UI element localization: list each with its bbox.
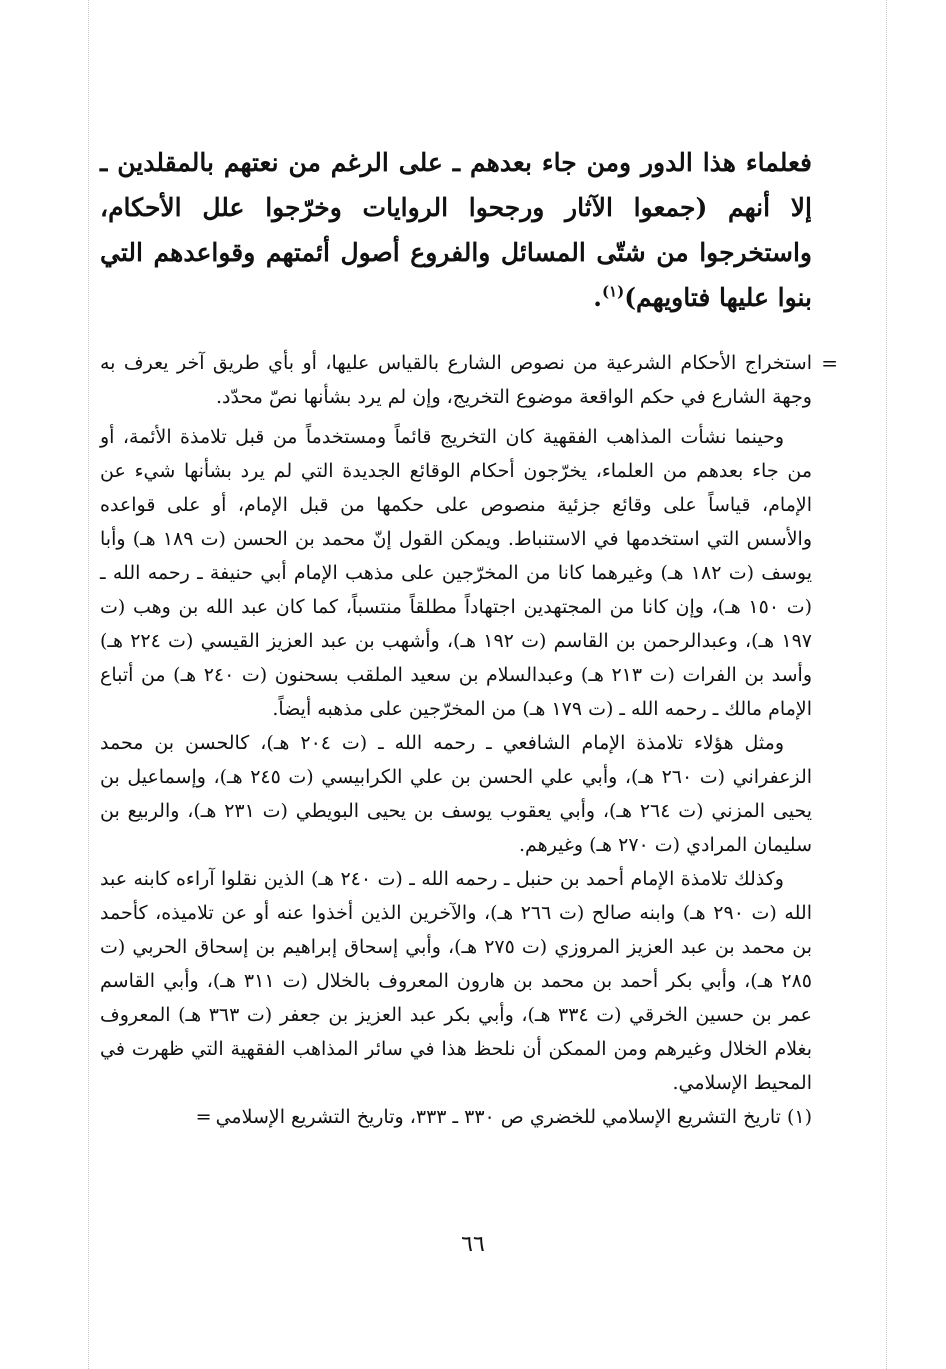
continuation-marker: = xyxy=(821,351,838,375)
main-paragraph-end: . xyxy=(593,283,602,312)
footnote-number: (١) xyxy=(786,1106,812,1128)
page-number: ٦٦ xyxy=(461,1232,485,1257)
body-paragraph-2: ومثل هؤلاء تلامذة الإمام الشافعي ـ رحمه الله ـ (ت ٢٠٤ هـ)، كالحسن بن محمد الزعفراني (ت ٢٦٠ هـ)، وأبي علي الحسن بن علي الكرابيسي (ت ٢٤٥ هـ)، وإسماعيل بن يحيى المزني (ت ٢٦٤ هـ)، وأبي يعقوب يوسف بن يحيى البويطي (ت ٢٣١ هـ)، والربيع بن سليمان المرادي (ت ٢٧٠ هـ) وغيرهم. xyxy=(100,732,813,856)
page-body xyxy=(100,140,838,1134)
main-paragraph-text: فعلماء هذا الدور ومن جاء بعدهم ـ على الرغم من نعتهم بالمقلدين ـ إلا أنهم (جمعوا الآثار ورجحوا الروايات وخرّجوا علل الأحكام، واستخرجوا من شتّى المسائل والفروع أصول أئمتهم وقواعدهم التي بنوا عليها فتاويهم) xyxy=(100,148,812,312)
continued-footnote-text: استخراج الأحكام الشرعية من نصوص الشارع بالقياس عليها، أو بأي طريق آخر يعرف به وجهة الشارع في حكم الواقعة موضوع التخريج، وإن لم يرد بشأنها نصّ محدّد. xyxy=(100,352,812,408)
footnote-reference: (١) xyxy=(601,282,625,301)
footnote xyxy=(100,1100,812,1134)
footnote-continuation-marker: = xyxy=(195,1106,212,1128)
main-paragraph xyxy=(100,140,812,320)
body-paragraph-3: وكذلك تلامذة الإمام أحمد بن حنبل ـ رحمه الله ـ (ت ٢٤٠ هـ) الذين نقلوا آراءه كابنه عبد الله (ت ٢٩٠ هـ) وابنه صالح (ت ٢٦٦ هـ)، والآخرين الذين أخذوا عنه أو عن تلاميذه، كأحمد بن محمد بن عبد العزيز المروزي (ت ٢٧٥ هـ)، وأبي إسحاق إبراهيم بن إسحاق الحربي (ت ٢٨٥ هـ)، وأبي بكر أحمد بن محمد بن هارون المعروف بالخلال (ت ٣١١ هـ)، وأبي القاسم عمر بن حسين الخرقي (ت ٣٣٤ هـ)، وأبي بكر عبد العزيز بن جعفر (ت ٣٦٣ هـ) المعروف بغلام الخلال وغيرهم ومن الممكن أن نلحظ هذا في سائر المذاهب الفقهية التي ظهرت في المحيط الإسلامي. xyxy=(100,868,813,1094)
continued-footnote-block xyxy=(100,346,838,414)
scan-line-right xyxy=(886,0,887,1369)
scan-line-left xyxy=(88,0,89,1369)
footnote-text: تاريخ التشريع الإسلامي للخضري ص ٣٣٠ ـ ٣٣٣، وتاريخ التشريع الإسلامي xyxy=(215,1106,781,1128)
body-paragraph-1: وحينما نشأت المذاهب الفقهية كان التخريج قائماً ومستخدماً من قبل تلامذة الأئمة، أو من جاء بعدهم من العلماء، يخرّجون أحكام الوقائع الجديدة التي لم يرد بشأنها شيء عن الإمام، قياساً على وقائع جزئية منصوص على حكمها من قبل الإمام، أو على قواعده والأسس التي استخدمها في الاستنباط. ويمكن القول إنّ محمد بن الحسن (ت ١٨٩ هـ) وأبا يوسف (ت ١٨٢ هـ) وغيرهما كانا من المخرّجين على مذهب الإمام أبي حنيفة ـ رحمه الله ـ (ت ١٥٠ هـ)، وإن كانا من المجتهدين اجتهاداً مطلقاً منتسباً، كما كان عبد الله بن وهب (ت ١٩٧ هـ)، وعبدالرحمن بن القاسم (ت ١٩٢ هـ)، وأشهب بن عبد العزيز القيسي (ت ٢٢٤ هـ) وأسد بن الفرات (ت ٢١٣ هـ) وعبدالسلام بن سعيد الملقب بسحنون (ت ٢٤٠ هـ) من أتباع الإمام مالك ـ رحمه الله ـ (ت ١٧٩ هـ) من المخرّجين على مذهبه أيضاً. xyxy=(100,426,812,720)
